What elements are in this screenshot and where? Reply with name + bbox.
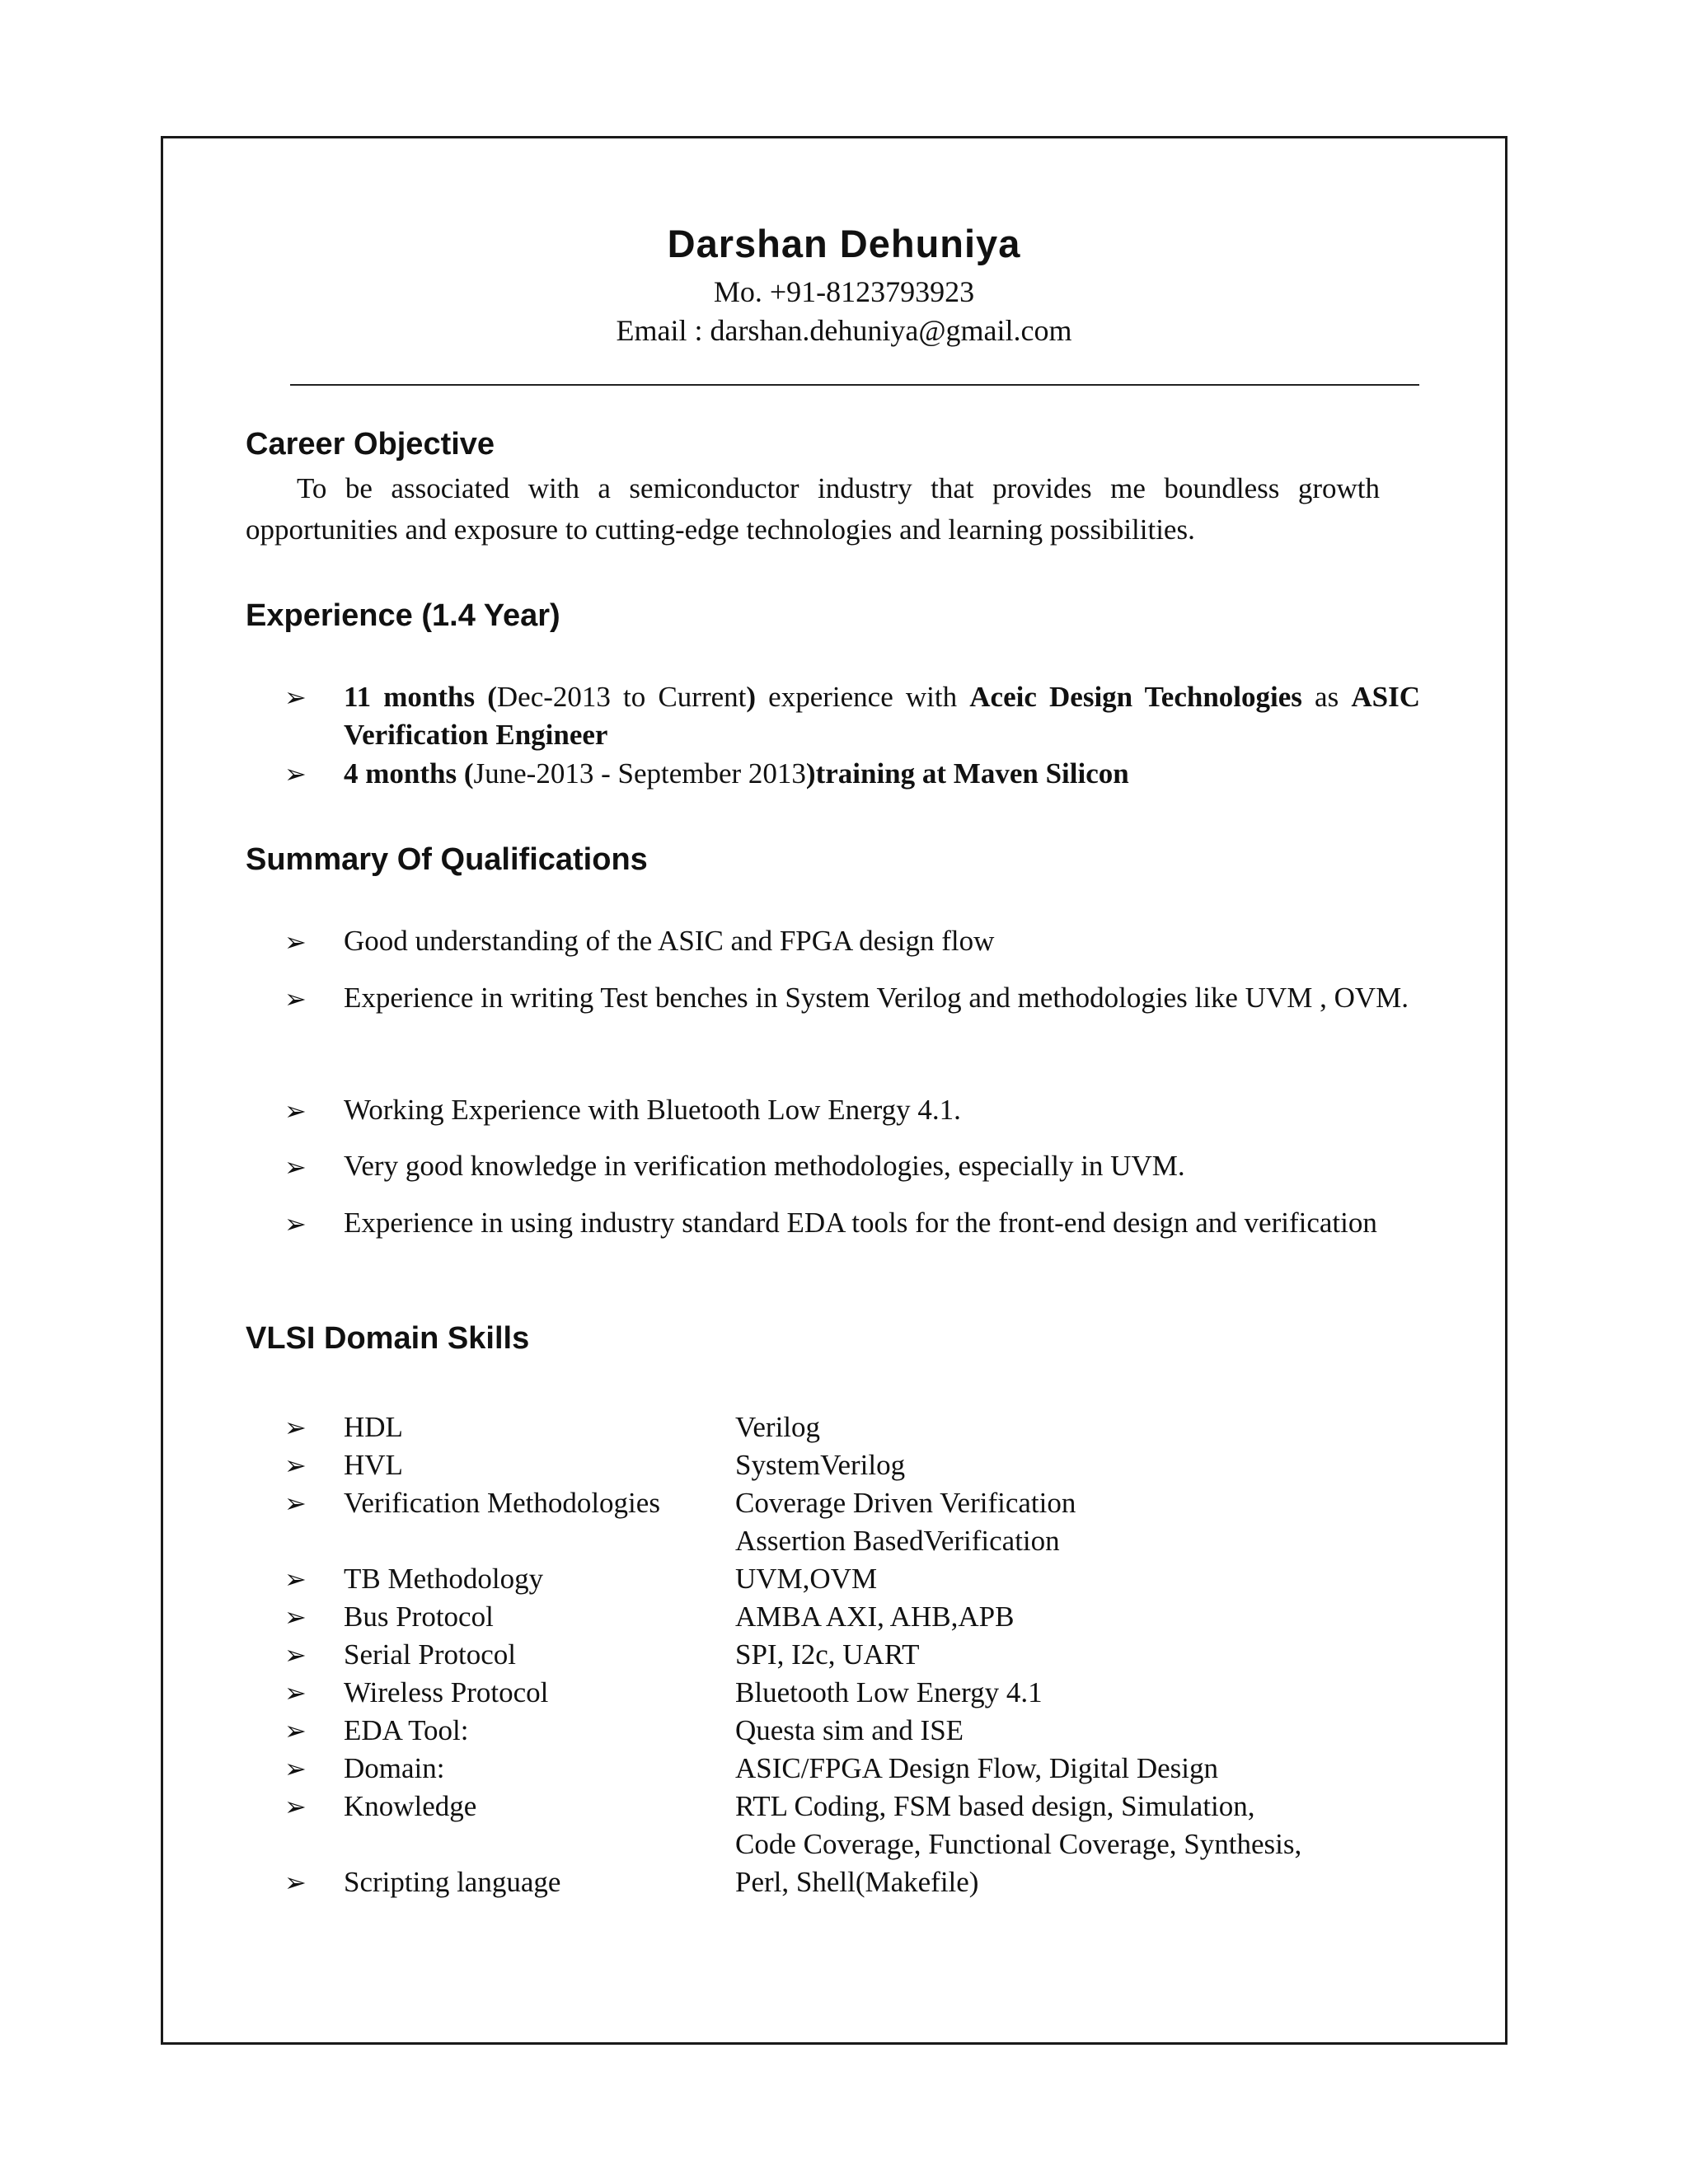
header-divider: [290, 384, 1419, 386]
phone-number: Mo. +91-8123793923: [713, 275, 975, 308]
skill-label: Bus Protocol: [344, 1601, 494, 1633]
skill-value: SystemVerilog: [735, 1449, 906, 1481]
skill-value: Verilog: [735, 1411, 821, 1443]
vlsi-skills-heading: VLSI Domain Skills: [246, 1321, 530, 1356]
skill-value: Assertion BasedVerification: [735, 1525, 1060, 1557]
skill-label: HVL: [344, 1449, 403, 1481]
bullet-arrow-icon: ➢: [284, 1413, 307, 1442]
bullet-arrow-icon: ➢: [284, 1716, 307, 1746]
skill-label: Verification Methodologies: [344, 1487, 660, 1519]
skill-label: Knowledge: [344, 1790, 477, 1822]
skill-value: Bluetooth Low Energy 4.1: [735, 1676, 1043, 1708]
skill-label: Domain:: [344, 1752, 445, 1784]
skill-label: HDL: [344, 1411, 403, 1443]
bullet-arrow-icon: ➢: [284, 1792, 307, 1821]
bullet-arrow-icon: ➢: [284, 1640, 307, 1670]
bullet-arrow-icon: ➢: [284, 1152, 307, 1182]
experience-item: 4 months (June-2013 - September 2013)training at Maven Silicon: [344, 757, 1129, 790]
bullet-arrow-icon: ➢: [284, 1602, 307, 1632]
bullet-arrow-icon: ➢: [284, 1488, 307, 1518]
bullet-arrow-icon: ➢: [284, 759, 307, 789]
skill-label: Serial Protocol: [344, 1638, 516, 1671]
skill-value: Perl, Shell(Makefile): [735, 1866, 979, 1898]
bullet-arrow-icon: ➢: [284, 1868, 307, 1897]
skill-value: AMBA AXI, AHB,APB: [735, 1601, 1015, 1633]
qualification-item: Experience in using industry standard EDA tools for the front-end design and verification: [344, 1207, 1377, 1239]
skill-label: TB Methodology: [344, 1563, 544, 1595]
skill-value: Questa sim and ISE: [735, 1714, 964, 1746]
skill-value: Code Coverage, Functional Coverage, Synthesis,: [735, 1828, 1302, 1860]
skill-value: Coverage Driven Verification: [735, 1487, 1076, 1519]
bullet-arrow-icon: ➢: [284, 1096, 307, 1126]
skill-label: Scripting language: [344, 1866, 561, 1898]
bullet-arrow-icon: ➢: [284, 1754, 307, 1783]
bullet-arrow-icon: ➢: [284, 984, 307, 1014]
experience-heading: Experience (1.4 Year): [246, 598, 560, 633]
bullet-arrow-icon: ➢: [284, 927, 307, 957]
bullet-arrow-icon: ➢: [284, 682, 307, 712]
skill-value: RTL Coding, FSM based design, Simulation,: [735, 1790, 1255, 1822]
qualification-item: Very good knowledge in verification methodologies, especially in UVM.: [344, 1150, 1185, 1182]
bullet-arrow-icon: ➢: [284, 1564, 307, 1594]
candidate-name: Darshan Dehuniya: [667, 222, 1021, 265]
career-objective-text: To be associated with a semiconductor industry that provides me boundless growth opportunities and exposure to cutting-edge technologies and learning possibilities.: [246, 472, 1380, 546]
bullet-arrow-icon: ➢: [284, 1678, 307, 1708]
skill-value: UVM,OVM: [735, 1563, 878, 1595]
qualification-item: Experience in writing Test benches in System Verilog and methodologies like UVM , OVM.: [344, 982, 1409, 1014]
qualification-item: Working Experience with Bluetooth Low Energy 4.1.: [344, 1094, 961, 1126]
qualifications-heading: Summary Of Qualifications: [246, 842, 648, 877]
skill-value: SPI, I2c, UART: [735, 1638, 920, 1671]
experience-item: 11 months (Dec-2013 to Current) experience with Aceic Design Technologies as ASIC Verification Engineer: [344, 681, 1421, 751]
skill-label: Wireless Protocol: [344, 1676, 549, 1708]
skill-label: EDA Tool:: [344, 1714, 469, 1746]
bullet-arrow-icon: ➢: [284, 1209, 307, 1239]
career-objective-heading: Career Objective: [246, 427, 495, 462]
qualification-item: Good understanding of the ASIC and FPGA design flow: [344, 925, 995, 957]
bullet-arrow-icon: ➢: [284, 1451, 307, 1480]
email-address: Email : darshan.dehuniya@gmail.com: [616, 314, 1072, 347]
skill-value: ASIC/FPGA Design Flow, Digital Design: [735, 1752, 1218, 1784]
